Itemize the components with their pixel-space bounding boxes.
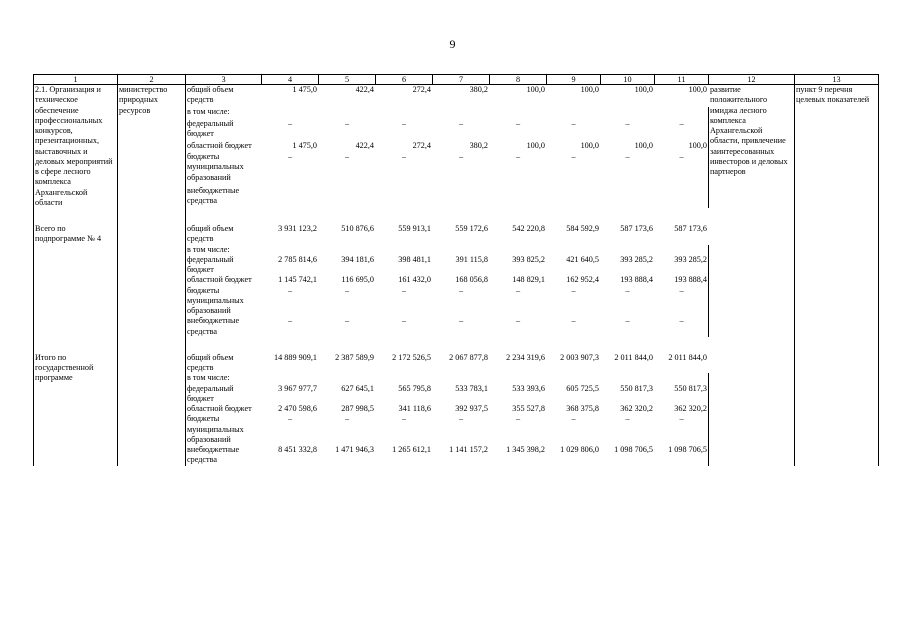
value-cell: 193 888,4: [674, 275, 707, 285]
executor-cell: министерство природных ресурсов: [118, 85, 186, 209]
value-cell: [376, 373, 433, 383]
table-row: [34, 353, 879, 374]
value-cell: 421 640,5: [566, 254, 599, 264]
expected-result-cell: развитие положительного имиджа лесного комплекса Архангельской области, привлечение заинтересованных инвесторов и деловых партнеров: [709, 85, 795, 209]
value-cell: –: [515, 285, 521, 295]
value-cell: –: [458, 414, 464, 424]
value-cell: –: [344, 152, 350, 162]
spacer-cell: [118, 337, 186, 353]
table-row: [34, 224, 879, 245]
header-cell: 7: [433, 75, 490, 85]
value-cell: [490, 373, 547, 383]
value-cell: –: [679, 285, 684, 295]
funding-source-label: в том числе:: [187, 244, 230, 254]
value-cell: 368 375,8: [566, 404, 599, 413]
header-row: [34, 75, 879, 85]
value-cell: 1 475,0: [292, 85, 317, 94]
spacer-cell: [376, 208, 433, 224]
value-cell: 287 998,5: [341, 404, 374, 413]
spacer-cell: [490, 208, 547, 224]
value-cell: 2 387 589,9: [335, 352, 374, 362]
spacer-cell: [433, 208, 490, 224]
indicator-cell: пункт 9 перечня целевых показателей: [795, 85, 879, 209]
value-cell: –: [344, 414, 350, 424]
expected-result-cell: [709, 353, 795, 466]
value-cell: –: [679, 414, 684, 424]
value-cell: 605 725,5: [566, 383, 599, 393]
value-cell: [547, 245, 601, 255]
header-cell: 6: [376, 75, 433, 85]
funding-source-label: внебюджетные средства: [187, 445, 240, 465]
value-cell: 2 067 877,8: [449, 352, 488, 362]
spacer-cell: [34, 208, 118, 224]
value-cell: –: [458, 316, 464, 326]
value-cell: 533 783,1: [455, 383, 488, 393]
funding-source-label: общий объем средств: [187, 224, 234, 244]
spacer-cell: [601, 337, 655, 353]
header-cell: 5: [319, 75, 376, 85]
value-cell: 422,4: [355, 140, 374, 150]
value-cell: –: [344, 316, 350, 326]
funding-source-label: бюджеты муниципальных образований: [187, 414, 244, 444]
funding-source-label: федеральный бюджет: [187, 383, 234, 403]
value-cell: 533 393,6: [512, 383, 545, 393]
value-cell: [490, 186, 547, 208]
value-cell: –: [571, 118, 576, 128]
value-cell: 1 471 946,3: [335, 445, 374, 454]
value-cell: [601, 245, 655, 255]
program-finance-table: [33, 74, 879, 466]
value-cell: –: [458, 152, 464, 162]
spacer-cell: [547, 208, 601, 224]
funding-source-label: в том числе:: [187, 373, 230, 383]
spacer-cell: [795, 208, 879, 224]
value-cell: 362 320,2: [620, 404, 653, 413]
value-cell: 422,4: [355, 85, 374, 94]
value-cell: 3 967 977,7: [278, 383, 317, 393]
spacer-cell: [655, 208, 709, 224]
value-cell: [601, 186, 655, 208]
value-cell: –: [344, 285, 350, 295]
indicator-cell: [795, 224, 879, 337]
value-cell: 148 829,1: [512, 275, 545, 285]
value-cell: –: [571, 316, 576, 326]
value-cell: 559 913,1: [398, 224, 431, 233]
value-cell: 393 285,2: [620, 254, 653, 264]
spacer-cell: [433, 337, 490, 353]
value-cell: 565 795,8: [398, 383, 431, 393]
value-cell: –: [515, 414, 521, 424]
value-cell: [319, 186, 376, 208]
spacer-cell: [795, 337, 879, 353]
value-cell: 393 285,2: [674, 254, 707, 264]
value-cell: [262, 373, 319, 383]
value-cell: –: [625, 118, 630, 128]
value-cell: –: [679, 316, 684, 326]
value-cell: 380,2: [469, 140, 488, 150]
value-cell: [262, 107, 319, 118]
header-cell: 8: [490, 75, 547, 85]
row-group-name: Итого по государственной программе: [34, 353, 118, 466]
value-cell: 272,4: [412, 85, 431, 94]
executor-cell: [118, 224, 186, 337]
value-cell: 1 098 706,5: [668, 445, 707, 454]
spacer-cell: [319, 337, 376, 353]
value-cell: [376, 245, 433, 255]
value-cell: 550 817,3: [674, 383, 707, 393]
funding-source-label: областной бюджет: [187, 404, 252, 413]
value-cell: 2 011 844,0: [668, 352, 707, 362]
spacer-cell: [547, 337, 601, 353]
spacer-cell: [262, 337, 319, 353]
funding-source-label: внебюджетные средства: [187, 316, 240, 336]
page-number: 9: [449, 37, 456, 51]
value-cell: 100,0: [580, 85, 599, 94]
value-cell: 392 937,5: [455, 404, 488, 413]
value-cell: 355 527,8: [512, 404, 545, 413]
header-cell: 11: [655, 75, 709, 85]
header-cell: 3: [186, 75, 262, 85]
value-cell: 272,4: [412, 140, 431, 150]
value-cell: 100,0: [526, 85, 545, 94]
value-cell: 1 265 612,1: [392, 445, 431, 454]
value-cell: [547, 373, 601, 383]
value-cell: 510 876,6: [341, 224, 374, 233]
value-cell: [319, 373, 376, 383]
value-cell: –: [625, 285, 630, 295]
block-spacer: [34, 208, 879, 224]
value-cell: 550 817,3: [620, 383, 653, 393]
value-cell: 8 451 332,8: [278, 445, 317, 454]
value-cell: 584 592,9: [566, 224, 599, 233]
value-cell: –: [679, 118, 684, 128]
spacer-cell: [601, 208, 655, 224]
value-cell: –: [515, 118, 521, 128]
value-cell: 362 320,2: [674, 404, 707, 413]
value-cell: 161 432,0: [398, 275, 431, 285]
header-cell: 12: [709, 75, 795, 85]
value-cell: [547, 107, 601, 118]
value-cell: [655, 107, 709, 118]
value-cell: –: [401, 152, 407, 162]
value-cell: –: [287, 414, 293, 424]
row-group-name: Всего по подпрограмме № 4: [34, 224, 118, 337]
value-cell: –: [625, 316, 630, 326]
value-cell: 1 029 806,0: [560, 445, 599, 454]
value-cell: 2 785 814,6: [278, 254, 317, 264]
value-cell: –: [287, 316, 293, 326]
indicator-cell: [795, 353, 879, 466]
expected-result-cell: [709, 224, 795, 337]
value-cell: 100,0: [634, 85, 653, 94]
spacer-cell: [490, 337, 547, 353]
header-cell: 9: [547, 75, 601, 85]
funding-source-label: в том числе:: [187, 107, 230, 117]
value-cell: [376, 186, 433, 208]
value-cell: 100,0: [580, 140, 599, 150]
value-cell: [601, 373, 655, 383]
value-cell: [655, 186, 709, 208]
value-cell: 2 234 319,6: [506, 352, 545, 362]
value-cell: [319, 107, 376, 118]
funding-source-label: федеральный бюджет: [187, 118, 234, 138]
value-cell: –: [679, 152, 684, 162]
value-cell: –: [401, 118, 407, 128]
value-cell: [490, 107, 547, 118]
value-cell: 193 888,4: [620, 275, 653, 285]
value-cell: [490, 245, 547, 255]
funding-source-label: общий объем средств: [187, 352, 234, 372]
value-cell: 100,0: [688, 85, 707, 94]
value-cell: [547, 186, 601, 208]
header-cell: 13: [795, 75, 879, 85]
value-cell: –: [401, 285, 407, 295]
spacer-cell: [709, 337, 795, 353]
value-cell: 1 475,0: [292, 140, 317, 150]
value-cell: 14 889 909,1: [274, 352, 317, 362]
value-cell: –: [401, 414, 407, 424]
value-cell: 100,0: [526, 140, 545, 150]
value-cell: –: [571, 152, 576, 162]
value-cell: 1 345 398,2: [506, 445, 545, 454]
value-cell: 1 145 742,1: [278, 275, 317, 285]
value-cell: –: [287, 118, 293, 128]
header-cell: 2: [118, 75, 186, 85]
funding-source-label: областной бюджет: [187, 140, 252, 150]
spacer-cell: [118, 208, 186, 224]
value-cell: 391 115,8: [455, 254, 488, 264]
header-cell: 10: [601, 75, 655, 85]
value-cell: 559 172,6: [455, 224, 488, 233]
value-cell: 2 011 844,0: [614, 352, 653, 362]
table-row: [34, 85, 879, 108]
value-cell: 2 172 526,5: [392, 352, 431, 362]
value-cell: [319, 245, 376, 255]
funding-source-label: бюджеты муниципальных образований: [187, 285, 244, 315]
funding-source-label: областной бюджет: [187, 275, 252, 285]
spacer-cell: [262, 208, 319, 224]
value-cell: [262, 245, 319, 255]
spacer-cell: [186, 208, 262, 224]
value-cell: 542 220,8: [512, 224, 545, 233]
value-cell: 627 645,1: [341, 383, 374, 393]
value-cell: –: [625, 152, 630, 162]
value-cell: 341 118,6: [398, 404, 431, 413]
spacer-cell: [34, 337, 118, 353]
value-cell: 2 003 907,3: [560, 352, 599, 362]
value-cell: 100,0: [634, 140, 653, 150]
value-cell: [433, 107, 490, 118]
value-cell: [433, 245, 490, 255]
value-cell: 168 056,8: [455, 275, 488, 285]
funding-source-label: федеральный бюджет: [187, 254, 234, 274]
value-cell: 162 952,4: [566, 275, 599, 285]
value-cell: 1 141 157,2: [449, 445, 488, 454]
executor-cell: [118, 353, 186, 466]
value-cell: –: [571, 414, 576, 424]
value-cell: –: [287, 152, 293, 162]
funding-source-label: бюджеты муниципальных образований: [187, 152, 244, 182]
value-cell: [655, 373, 709, 383]
value-cell: 398 481,1: [398, 254, 431, 264]
value-cell: [376, 107, 433, 118]
value-cell: 394 181,6: [341, 254, 374, 264]
value-cell: –: [515, 316, 521, 326]
value-cell: [262, 186, 319, 208]
row-group-name: 2.1. Организация и техническое обеспечение профессиональных конкурсов, презентационных, выставочных и деловых мероприятий в сфере лесного комплекса Архангельской области: [34, 85, 118, 209]
value-cell: 393 825,2: [512, 254, 545, 264]
value-cell: 587 173,6: [620, 224, 653, 233]
value-cell: 2 470 598,6: [278, 404, 317, 413]
value-cell: [601, 107, 655, 118]
value-cell: –: [458, 118, 464, 128]
value-cell: [433, 186, 490, 208]
value-cell: [655, 245, 709, 255]
value-cell: 587 173,6: [674, 224, 707, 233]
spacer-cell: [376, 337, 433, 353]
block-spacer: [34, 337, 879, 353]
spacer-cell: [655, 337, 709, 353]
header-cell: 1: [34, 75, 118, 85]
value-cell: –: [287, 285, 293, 295]
value-cell: 100,0: [688, 140, 707, 150]
header-cell: 4: [262, 75, 319, 85]
value-cell: [433, 373, 490, 383]
value-cell: 116 695,0: [341, 275, 374, 285]
spacer-cell: [319, 208, 376, 224]
funding-source-label: общий объем средств: [187, 85, 234, 105]
spacer-cell: [186, 337, 262, 353]
value-cell: 3 931 123,2: [278, 224, 317, 233]
value-cell: –: [571, 285, 576, 295]
value-cell: 380,2: [469, 85, 488, 94]
value-cell: –: [625, 414, 630, 424]
spacer-cell: [709, 208, 795, 224]
value-cell: –: [515, 152, 521, 162]
funding-source-label: внебюджетные средства: [187, 185, 240, 205]
value-cell: –: [344, 118, 350, 128]
value-cell: –: [458, 285, 464, 295]
value-cell: –: [401, 316, 407, 326]
value-cell: 1 098 706,5: [614, 445, 653, 454]
